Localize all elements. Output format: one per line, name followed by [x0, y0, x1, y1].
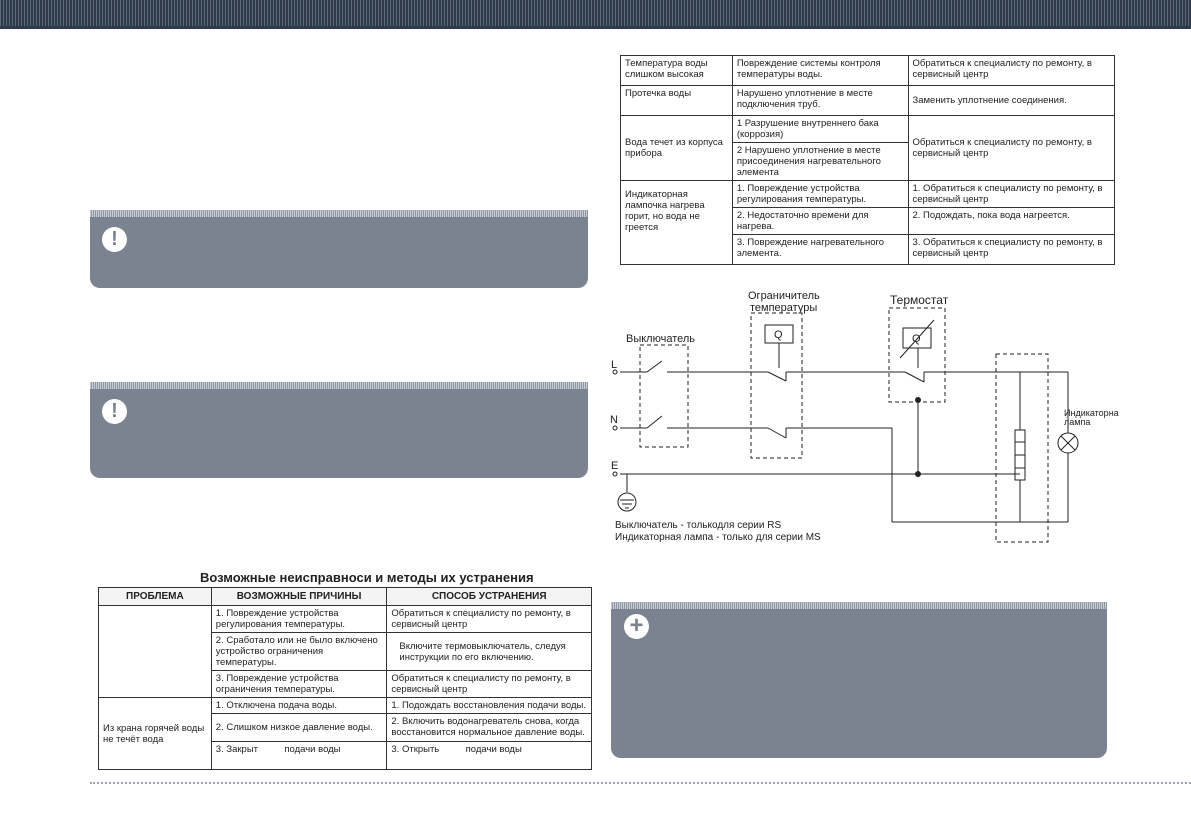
solution-cell: 3. Открыть подачи воды	[387, 742, 592, 770]
diagram-note-2: Индикаторная лампа - только для серии MS	[615, 532, 821, 543]
solution-cell: Обратиться к специалисту по ремонту, в сервисный центр	[908, 56, 1115, 86]
header-problem: ПРОБЛЕМА	[99, 588, 212, 606]
cause-cell: 1. Повреждение устройства регулирования температуры.	[732, 181, 908, 208]
problem-cell: Протечка воды	[621, 86, 733, 116]
thermostat-label: Термостат	[890, 293, 949, 307]
plus-icon: +	[624, 614, 649, 639]
cause-cell: 2. Слишком низкое давление воды.	[211, 714, 387, 742]
table-row	[99, 606, 592, 633]
lamp-label-line2: лампа	[1064, 417, 1091, 427]
solution-cell: 2. Включить водонагреватель снова, когда восстановится нормальное давление воды.	[387, 714, 592, 742]
header-strip	[0, 26, 1191, 29]
table-row	[99, 698, 592, 714]
troubleshooting-table-top	[620, 55, 1115, 265]
solution-cell: Заменить уплотнение соединения.	[908, 86, 1115, 116]
cause-cell: 2. Сработало или не было включено устройство ограничения температуры.	[211, 633, 387, 671]
solution-cell: Включите термовыключатель, следуя инструкции по его включению.	[387, 633, 592, 671]
lamp-label-line1: Индикаторна	[1064, 408, 1119, 418]
cause-cell: 1. Отключена подача воды.	[211, 698, 387, 714]
cause-cell: 1. Повреждение устройства регулирования температуры.	[211, 606, 387, 633]
header-bar	[0, 0, 1191, 26]
problem-cell: Температура воды слишком высокая	[621, 56, 733, 86]
thermostat-q-symbol: Q	[912, 333, 921, 345]
table-row	[621, 116, 1115, 143]
cause-cell: Нарушено уплотнение в месте подключения труб.	[732, 86, 908, 116]
line-e-label: E	[611, 460, 619, 472]
troubleshooting-table-bottom	[98, 587, 592, 770]
problem-cell-empty	[99, 606, 212, 698]
header-causes: ВОЗМОЖНЫЕ ПРИЧИНЫ	[211, 588, 387, 606]
info-note-box	[611, 602, 1107, 758]
problem-cell: Вода течет из корпуса прибора	[621, 116, 733, 181]
cause-cell: 3. Закрыт подачи воды	[211, 742, 387, 770]
wiring-diagram	[600, 280, 1160, 550]
table-header-row	[99, 588, 592, 606]
cause-cell: 3. Повреждение нагревательного элемента.	[732, 235, 908, 265]
note-hatch	[90, 382, 588, 389]
exclamation-icon: !	[102, 227, 127, 252]
table-row	[621, 86, 1115, 116]
warning-note-box-1	[90, 210, 588, 288]
problem-cell: Из крана горячей воды не течёт вода	[99, 698, 212, 770]
line-l-label: L	[611, 359, 618, 371]
switch-label: Выключатель	[626, 333, 696, 345]
exclamation-icon: !	[102, 399, 127, 424]
problem-cell: Индикаторная лампочка нагрева горит, но вода не греется	[621, 181, 733, 265]
limiter-label-line1: Ограничитель	[748, 290, 820, 302]
solution-cell: Обратиться к специалисту по ремонту, в сервисный центр	[387, 671, 592, 698]
bottom-table-title: Возможные неисправноси и методы их устранения	[200, 570, 534, 585]
table-row	[621, 181, 1115, 208]
cause-cell: Повреждение системы контроля температуры воды.	[732, 56, 908, 86]
solution-cell: 3. Обратиться к специалисту по ремонту, в сервисный центр	[908, 235, 1115, 265]
solution-cell: 1. Подождать восстановления подачи воды.	[387, 698, 592, 714]
header-solution: СПОСОБ УСТРАНЕНИЯ	[387, 588, 592, 606]
cause-cell: 3. Повреждение устройства ограничения температуры.	[211, 671, 387, 698]
line-n-label: N	[610, 414, 618, 426]
solution-cell: 1. Обратиться к специалисту по ремонту, в сервисный центр	[908, 181, 1115, 208]
footer-dotted-line	[90, 782, 1191, 784]
limiter-label-line2: температуры	[750, 302, 818, 314]
solution-cell: Обратиться к специалисту по ремонту, в сервисный центр	[387, 606, 592, 633]
solution-cell: Обратиться к специалисту по ремонту, в сервисный центр	[908, 116, 1115, 181]
solution-cell: 2. Подождать, пока вода нагреется.	[908, 208, 1115, 235]
cause-cell: 2 Нарушено уплотнение в месте присоединения нагревательного элемента	[732, 143, 908, 181]
table-row	[621, 56, 1115, 86]
limiter-q-symbol: Q	[774, 329, 783, 341]
cause-cell: 1 Разрушение внутреннего бака (коррозия)	[732, 116, 908, 143]
diagram-note-1: Выключатель - толькодля серии RS	[615, 520, 782, 531]
note-hatch	[90, 210, 588, 217]
warning-note-box-2	[90, 382, 588, 478]
cause-cell: 2. Недостаточно времени для нагрева.	[732, 208, 908, 235]
note-hatch	[611, 602, 1107, 609]
